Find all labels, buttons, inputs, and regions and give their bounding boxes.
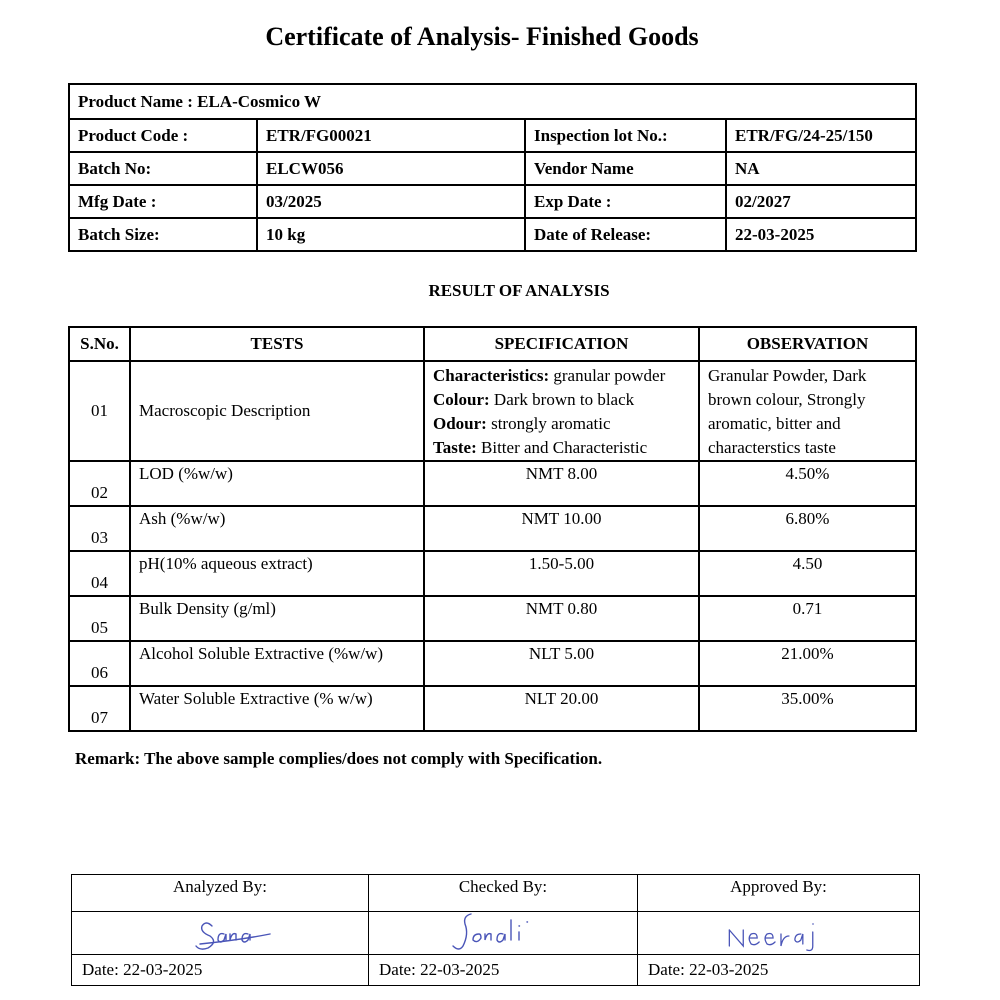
test-cell: Macroscopic Description [130, 361, 424, 461]
spec-line [433, 412, 690, 436]
product-name: Product Name : ELA-Cosmico W [69, 84, 916, 119]
table-row [69, 461, 916, 506]
product-info-row [69, 185, 916, 218]
analyzed-date: Date: 22-03-2025 [72, 955, 369, 986]
observation-cell: 35.00% [699, 686, 916, 731]
observation-cell: 6.80% [699, 506, 916, 551]
specification-cell [424, 361, 699, 461]
table-row [69, 551, 916, 596]
exp-date-value: 02/2027 [726, 185, 916, 218]
mfg-date-value: 03/2025 [257, 185, 525, 218]
spec-line [433, 436, 690, 460]
results-table [68, 326, 917, 732]
test-cell: pH(10% aqueous extract) [130, 551, 424, 596]
product-info-table [68, 83, 917, 252]
checked-signature [369, 912, 637, 954]
spec-value: strongly aromatic [486, 414, 611, 433]
sno-cell: 03 [69, 506, 130, 551]
sno-cell: 06 [69, 641, 130, 686]
batch-no-label: Batch No: [69, 152, 257, 185]
checked-date: Date: 22-03-2025 [369, 955, 638, 986]
vendor-name-value: NA [726, 152, 916, 185]
table-row [69, 506, 916, 551]
sno-cell: 05 [69, 596, 130, 641]
test-cell: Alcohol Soluble Extractive (%w/w) [130, 641, 424, 686]
signoff-table [71, 874, 920, 986]
approved-signature [638, 912, 919, 954]
analyzed-signature [72, 912, 368, 954]
mfg-date-label: Mfg Date : [69, 185, 257, 218]
checked-signature-cell [369, 912, 638, 955]
batch-no-value: ELCW056 [257, 152, 525, 185]
sno-header: S.No. [69, 327, 130, 361]
signoff-label-row [72, 875, 920, 912]
specification-cell: 1.50-5.00 [424, 551, 699, 596]
observation-line: Granular Powder, Dark [708, 366, 867, 385]
document-title: Certificate of Analysis- Finished Goods [265, 22, 699, 51]
specification-cell: NMT 10.00 [424, 506, 699, 551]
approved-date: Date: 22-03-2025 [638, 955, 920, 986]
approved-signature-cell [638, 912, 920, 955]
sno-cell: 02 [69, 461, 130, 506]
specification-header: SPECIFICATION [424, 327, 699, 361]
observation-cell: 21.00% [699, 641, 916, 686]
observation-header: OBSERVATION [699, 327, 916, 361]
product-code-value: ETR/FG00021 [257, 119, 525, 152]
spec-key: Characteristics: [433, 366, 550, 385]
product-code-label: Product Code : [69, 119, 257, 152]
observation-line: aromatic, bitter and [708, 414, 841, 433]
analyzed-by-label: Analyzed By: [72, 875, 369, 912]
spec-line [433, 364, 690, 388]
remark: Remark: The above sample complies/does not comply with Specification. [75, 749, 603, 768]
spec-key: Odour: [433, 414, 487, 433]
batch-size-label: Batch Size: [69, 218, 257, 251]
spec-value: granular powder [549, 366, 666, 385]
observation-cell: 0.71 [699, 596, 916, 641]
table-row [69, 641, 916, 686]
spec-line [433, 388, 690, 412]
specification-cell: NLT 20.00 [424, 686, 699, 731]
inspection-lot-value: ETR/FG/24-25/150 [726, 119, 916, 152]
observation-line: characterstics taste [708, 438, 836, 457]
spec-key: Taste: [433, 438, 477, 457]
product-info-row [69, 152, 916, 185]
test-cell: Ash (%w/w) [130, 506, 424, 551]
approved-by-label: Approved By: [638, 875, 920, 912]
batch-size-value: 10 kg [257, 218, 525, 251]
spec-value: Bitter and Characteristic [476, 438, 648, 457]
checked-by-label: Checked By: [369, 875, 638, 912]
observation-cell: 4.50% [699, 461, 916, 506]
table-row [69, 361, 916, 461]
observation-cell [699, 361, 916, 461]
observation-cell: 4.50 [699, 551, 916, 596]
test-cell: LOD (%w/w) [130, 461, 424, 506]
test-cell: Bulk Density (g/ml) [130, 596, 424, 641]
release-date-value: 22-03-2025 [726, 218, 916, 251]
spec-key: Colour: [433, 390, 490, 409]
signature-row [72, 912, 920, 955]
signoff-date-row [72, 955, 920, 986]
analyzed-signature-cell [72, 912, 369, 955]
product-info-row [69, 119, 916, 152]
product-info-row [69, 218, 916, 251]
release-date-label: Date of Release: [525, 218, 726, 251]
specification-cell: NMT 0.80 [424, 596, 699, 641]
test-cell: Water Soluble Extractive (% w/w) [130, 686, 424, 731]
vendor-name-label: Vendor Name [525, 152, 726, 185]
result-heading: RESULT OF ANALYSIS [428, 281, 610, 300]
specification-cell: NLT 5.00 [424, 641, 699, 686]
exp-date-label: Exp Date : [525, 185, 726, 218]
table-row [69, 596, 916, 641]
spec-value: Dark brown to black [489, 390, 635, 409]
table-row [69, 686, 916, 731]
sno-cell: 01 [69, 361, 130, 461]
sno-cell: 04 [69, 551, 130, 596]
observation-line: brown colour, Strongly [708, 390, 866, 409]
inspection-lot-label: Inspection lot No.: [525, 119, 726, 152]
sno-cell: 07 [69, 686, 130, 731]
results-header-row [69, 327, 916, 361]
specification-cell: NMT 8.00 [424, 461, 699, 506]
tests-header: TESTS [130, 327, 424, 361]
